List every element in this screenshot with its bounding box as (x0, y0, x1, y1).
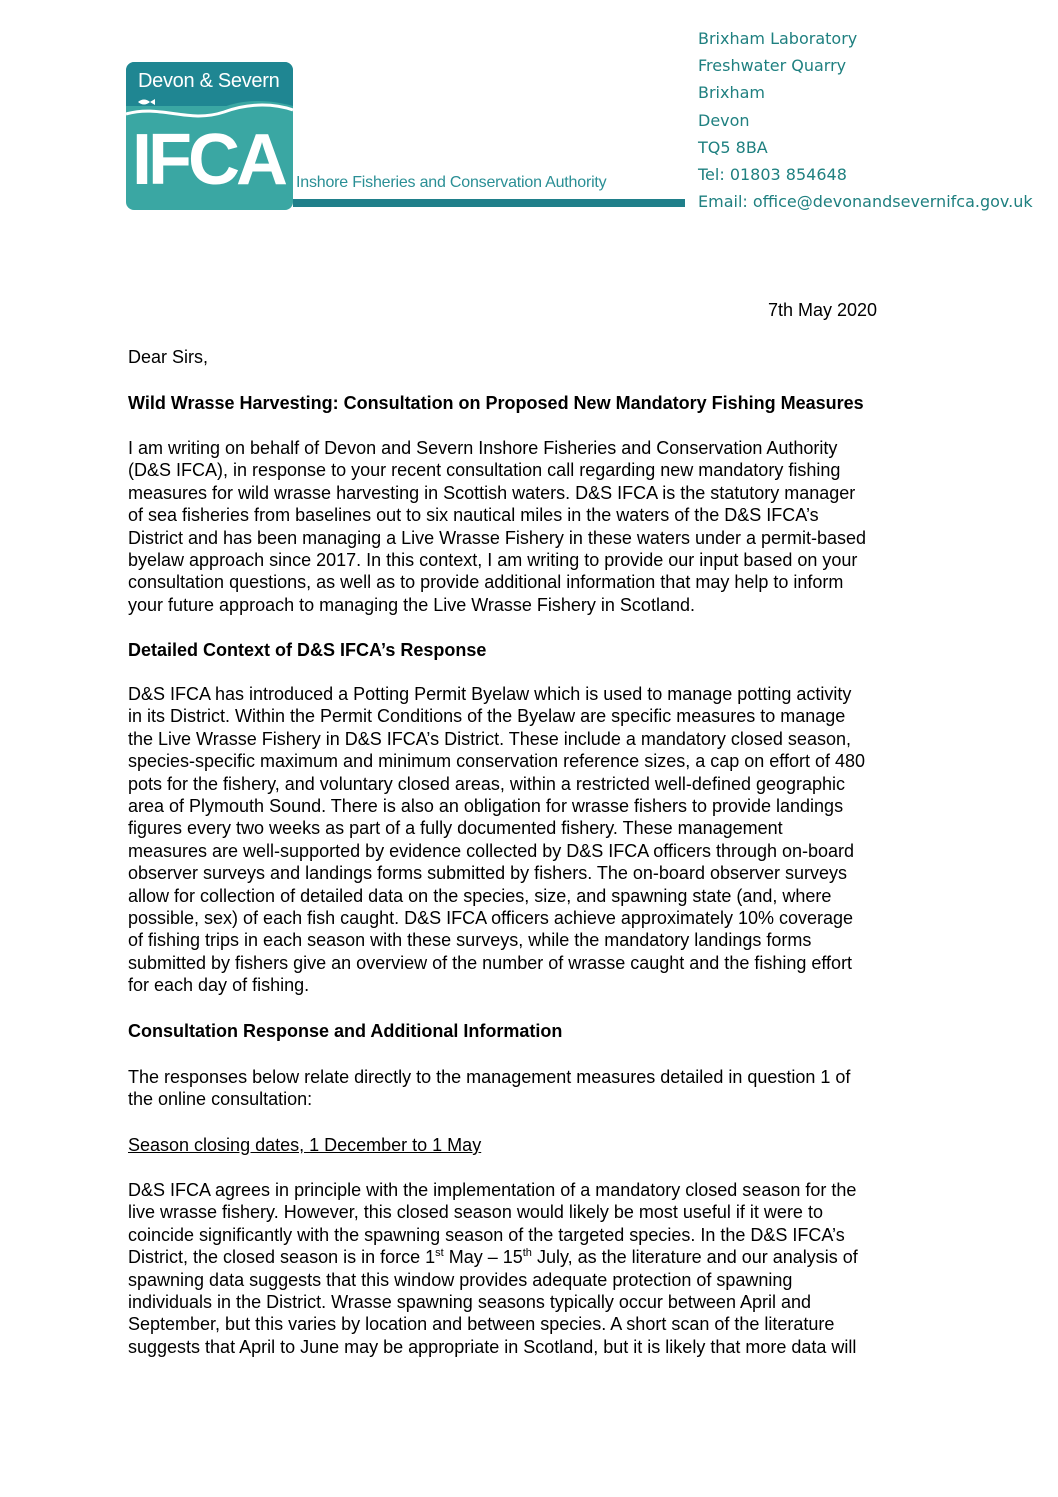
season-paragraph (128, 1179, 928, 1358)
address-line: Freshwater Quarry (698, 56, 847, 76)
paragraph-line: District and has been managing a Live Wrasse Fishery in these waters under a permit-based (128, 527, 867, 548)
paragraph-line: submitted by fishers give an overview of the number of wrasse caught and the fishing effort (128, 952, 853, 973)
logo-tagline: Inshore Fisheries and Conservation Authority (296, 174, 607, 191)
paragraph-line: possible, sex) of each fish caught. D&S IFCA officers achieve approximately 10% coverage (128, 908, 854, 929)
paragraph-line: pots for the fishery, and voluntary closed areas, within a restricted well-defined geographic (128, 773, 846, 794)
address-phone: Tel: 01803 854648 (698, 165, 847, 185)
paragraph-line: observer surveys and landings forms submitted by fishers. The on-board observer surveys (128, 863, 847, 884)
address-email: Email: office@devonandsevernifca.gov.uk (698, 192, 1033, 212)
logo-badge (126, 62, 293, 210)
paragraph-line: byelaw approach since 2017. In this context, I am writing to provide our input based on your (128, 550, 858, 571)
address-line: Devon (698, 110, 750, 130)
paragraph-line: of sea fisheries from baselines out to six nautical miles in the waters of the D&S IFCA’s (128, 505, 819, 526)
paragraph-line: of fishing trips in each season with these surveys, while the mandatory landings forms (128, 930, 812, 951)
paragraph-line: the online consultation: (128, 1089, 313, 1110)
address-line: Brixham Laboratory (698, 29, 858, 48)
paragraph-line: your future approach to managing the Live Wrasse Fishery in Scotland. (128, 594, 695, 615)
paragraph-line: for each day of fishing. (128, 975, 310, 996)
logo-rule (293, 199, 685, 207)
paragraph-line: area of Plymouth Sound. There is also an obligation for wrasse fishers to provide landings (128, 796, 844, 817)
intro-paragraph (128, 437, 928, 616)
paragraph-line: spawning data suggests that this window provides adequate protection of spawning (128, 1269, 793, 1290)
paragraph-line: September, but this varies by location and between species. A short scan of the literature (128, 1314, 835, 1335)
paragraph-line: live wrasse fishery. However, this closed season would likely be most useful if it were to (128, 1202, 823, 1223)
logo-name-main: IFCA (132, 120, 284, 200)
paragraph-line: figures every two weeks as part of a fully documented fishery. These management (128, 818, 783, 839)
paragraph-line: the Live Wrasse Fishery in D&S IFCA’s District. These include a mandatory closed season, (128, 728, 851, 749)
logo-name-top: Devon & Severn (138, 70, 280, 92)
paragraph-line: coincide significantly with the spawning season of the targeted species. In the D&S IFCA’s (128, 1224, 845, 1245)
ifca-logo (126, 62, 686, 212)
section-heading-context: Detailed Context of D&S IFCA’s Response (128, 640, 487, 660)
paragraph-line: allow for collection of detailed data on the species, size, and spawning state (and, where (128, 885, 832, 906)
context-paragraph (128, 683, 928, 997)
paragraph-line: D&S IFCA has introduced a Potting Permit Byelaw which is used to manage potting activity (128, 684, 852, 704)
paragraph-line: The responses below relate directly to the management measures detailed in question 1 of (128, 1067, 851, 1087)
paragraph-line: I am writing on behalf of Devon and Severn Inshore Fisheries and Conservation Authority (128, 438, 838, 458)
sender-address (698, 25, 1033, 215)
paragraph-line: individuals in the District. Wrasse spawning seasons typically occur between April and (128, 1292, 811, 1313)
subheading-season: Season closing dates, 1 December to 1 May (128, 1135, 482, 1155)
paragraph-line: species-specific maximum and minimum conservation reference sizes, a cap on effort of 480 (128, 751, 865, 772)
letter-subject: Wild Wrasse Harvesting: Consultation on Proposed New Mandatory Fishing Measures (128, 393, 864, 413)
paragraph-line: measures for wild wrasse harvesting in Scottish waters. D&S IFCA is the statutory manager (128, 482, 856, 503)
paragraph-line: D&S IFCA agrees in principle with the implementation of a mandatory closed season for the (128, 1180, 857, 1200)
paragraph-line: in its District. Within the Permit Conditions of the Byelaw are specific measures to manage (128, 706, 846, 727)
address-line: TQ5 8BA (698, 137, 768, 157)
paragraph-line: measures are well-supported by evidence collected by D&S IFCA officers through on-board (128, 840, 855, 861)
paragraph-line-with-superscripts: District, the closed season is in force 1st May – 15th July, as the literature and our analysis of (128, 1247, 858, 1268)
paragraph-line: consultation questions, as well as to provide additional information that may help to inform (128, 572, 844, 593)
letter-date: 7th May 2020 (768, 300, 878, 320)
section-heading-response: Consultation Response and Additional Information (128, 1021, 563, 1041)
address-line: Brixham (698, 83, 765, 103)
paragraph-line: (D&S IFCA), in response to your recent consultation call regarding new mandatory fishing (128, 460, 841, 481)
paragraph-line: suggests that April to June may be appropriate in Scotland, but it is likely that more data will (128, 1336, 857, 1357)
salutation: Dear Sirs, (128, 347, 209, 367)
response-paragraph (128, 1066, 928, 1111)
